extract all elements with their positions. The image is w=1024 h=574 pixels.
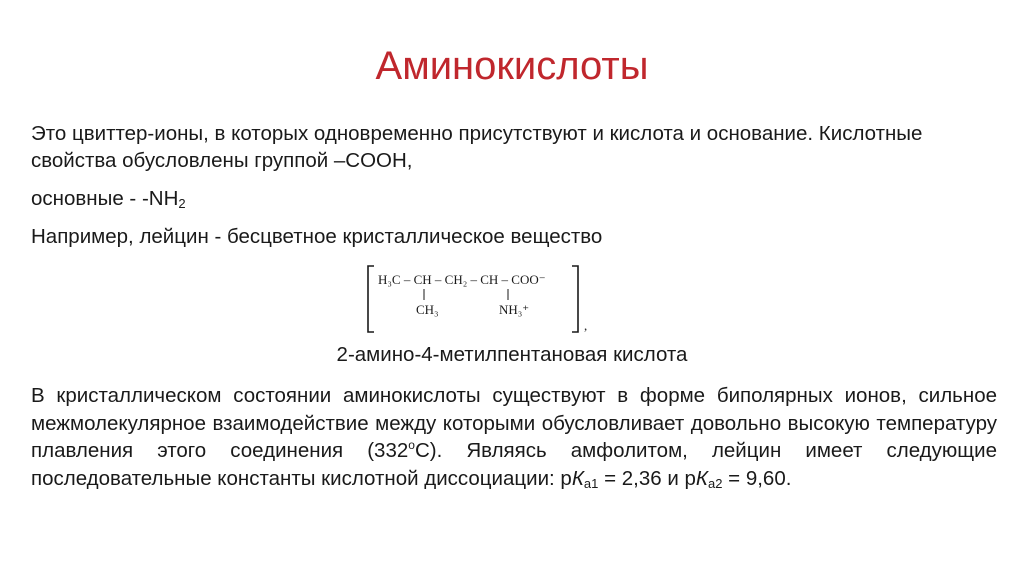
pka1-value: = 2,36 и р: [598, 466, 696, 490]
pka2-letter: К: [695, 466, 708, 490]
basic-group-line: [31, 185, 997, 212]
crystal-state-paragraph: [31, 382, 997, 492]
pka2-value: = 9,60.: [722, 466, 792, 490]
pka2-subscript: а2: [708, 475, 723, 491]
degree-superscript: о: [408, 438, 415, 453]
formula-main-chain: H₃C – CH – CH₂ – CH – COO⁻: [378, 272, 546, 287]
leucine-structural-formula: [360, 262, 610, 338]
crystal-text-part2: С). Являясь амфолитом, лейцин имеет следующие последовательные константы кислотной диссоциации: р: [31, 439, 997, 490]
compound-name-caption: 2-амино-4-метилпентановая кислота: [336, 343, 688, 366]
basic-group-text: основные - -NH: [31, 187, 179, 210]
pka1-letter: К: [571, 466, 584, 490]
crystal-text-part1: В кристаллическом состоянии аминокислоты существуют в форме биполярных ионов, сильное межмолекулярное взаимодействие между которыми обусловливает довольно высокую температуру плавления этого соединения (332: [31, 384, 997, 462]
formula-ammonium-group: NH₃⁺: [499, 302, 530, 317]
nh2-subscript: 2: [178, 196, 186, 211]
example-paragraph: Например, лейцин - бесцветное кристаллическое вещество: [31, 225, 603, 248]
intro-paragraph: Это цвиттер-ионы, в которых одновременно присутствуют и кислота и основание. Кислотные свойства обусловлены группой –COOH,: [31, 122, 923, 172]
formula-comma: ,: [584, 318, 588, 333]
formula-methyl-group: CH₃: [416, 302, 439, 317]
pka1-subscript: а1: [583, 475, 599, 491]
slide-title: Аминокислоты: [375, 44, 649, 88]
